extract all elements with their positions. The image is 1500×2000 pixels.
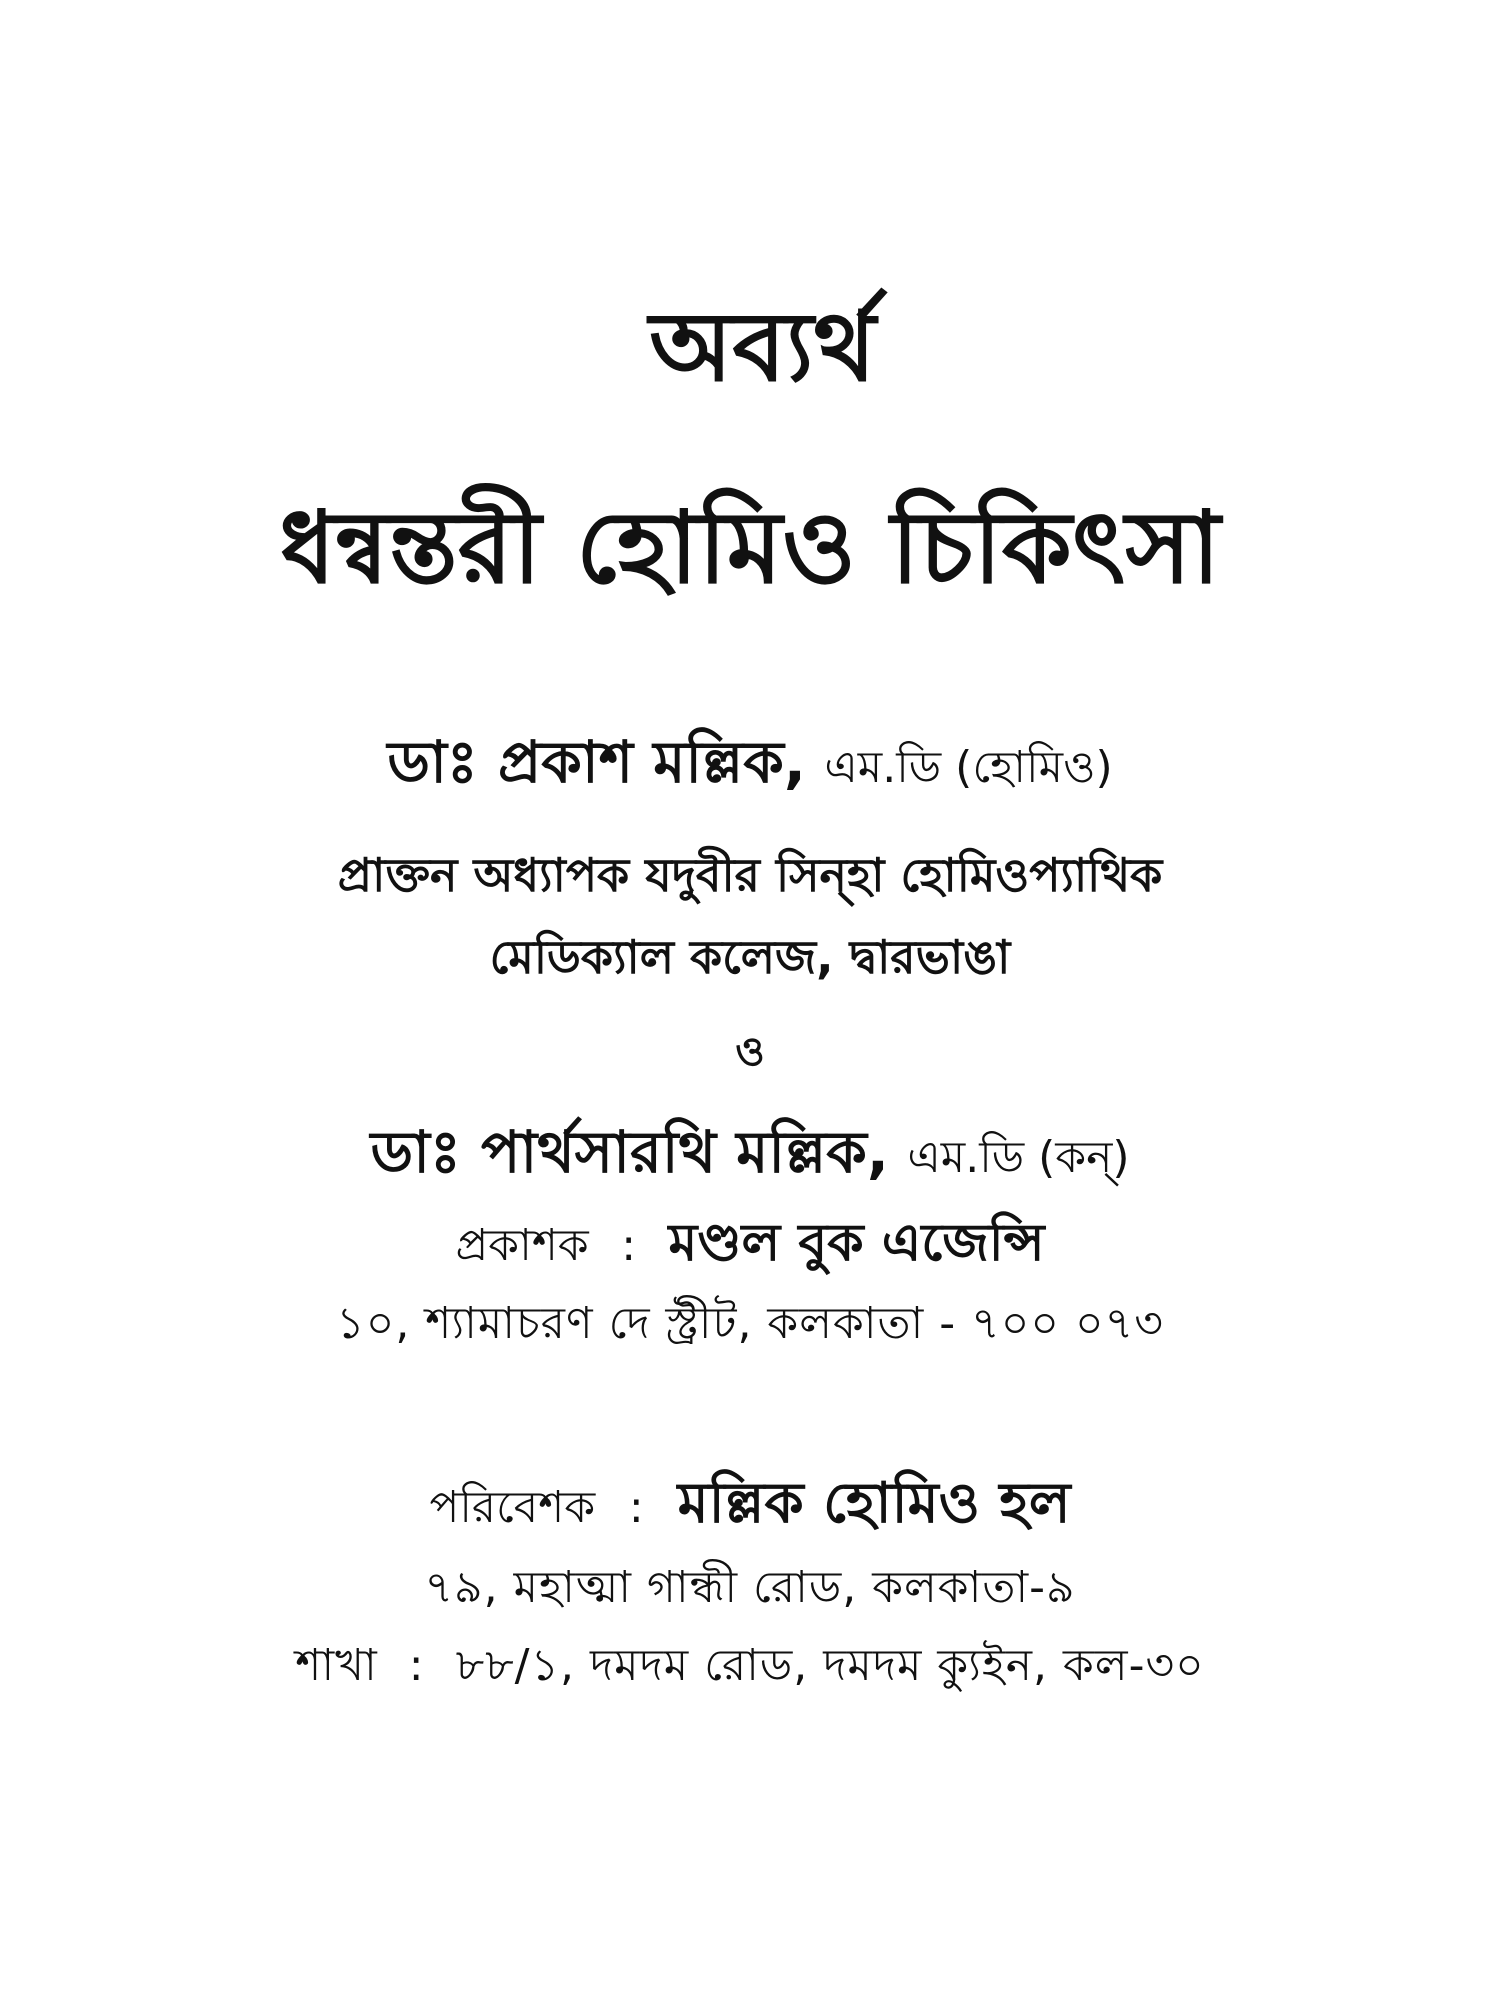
distributor-name: মল্লিক হোমিও হল (677, 1471, 1071, 1536)
distributor-label: পরিবেশক (429, 1482, 596, 1533)
distributor (0, 1470, 1500, 1537)
author-2 (0, 1118, 1500, 1188)
author-1-affiliation-line-1: প্রাক্তন অধ্যাপক যদুবীর সিন্‌হা হোমিওপ্যাথিক (337, 848, 1163, 902)
branch-address-line (0, 1640, 1500, 1693)
distributor-address: ৭৯, মহাত্মা গান্ধী রোড, কলকাতা-৯ (424, 1562, 1076, 1613)
publisher (0, 1212, 1500, 1274)
branch-address: ৮৮/১, দমদম রোড, দমদম ক্যুইন, কল-৩০ (455, 1640, 1205, 1691)
book-title-line-1: অব্যর্থ (649, 291, 876, 403)
publisher-address: ১০, শ্যামাচরণ দে স্ট্রীট, কলকাতা - ৭০০ ০৭৩ (336, 1298, 1164, 1349)
book-title-line-2: ধন্বন্তরী হোমিও চিকিৎসা (279, 489, 1221, 606)
publisher-name: মণ্ডল বুক এজেন্সি (668, 1213, 1045, 1273)
author-2-name: ডাঃ পার্থসারথি মল্লিক, (370, 1118, 889, 1186)
author-1-affiliation-line-2: মেডিক্যাল কলেজ, দ্বারভাঙা (489, 930, 1011, 984)
distributor-separator: : (628, 1482, 644, 1533)
publisher-label: প্রকাশক (455, 1220, 589, 1271)
author-1 (0, 728, 1500, 798)
author-1-degree: এম.ডি (হোমিও) (824, 742, 1113, 793)
author-1-name: ডাঃ প্রকাশ মল্লিক, (387, 728, 806, 796)
branch-separator: : (408, 1640, 425, 1691)
branch-label: শাখা (295, 1640, 378, 1691)
conjunction: ও (735, 1029, 765, 1075)
publisher-separator: : (621, 1220, 637, 1271)
author-2-degree: এম.ডি (কন্‌) (907, 1132, 1130, 1183)
